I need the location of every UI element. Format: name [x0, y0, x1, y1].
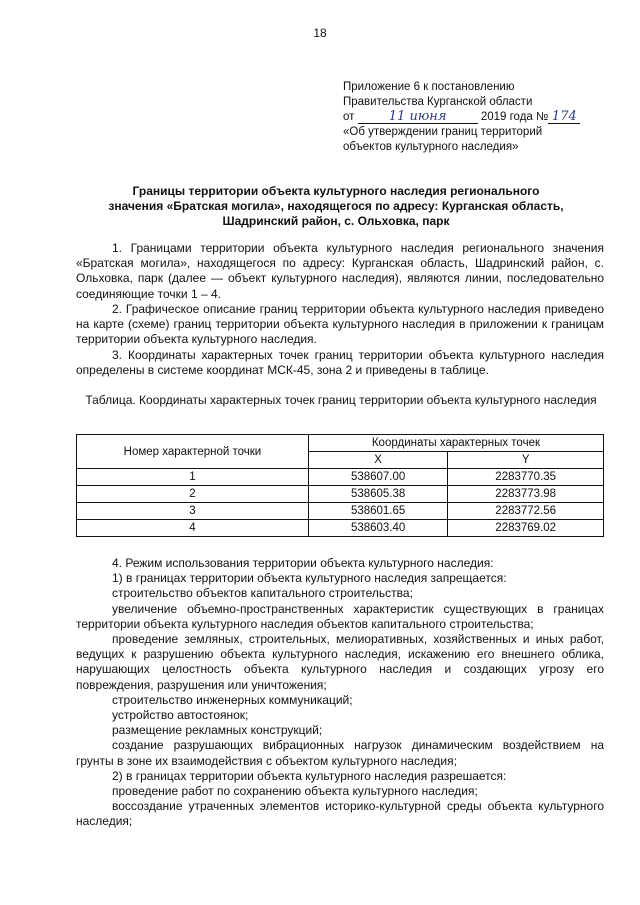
handwritten-number: 174 — [548, 111, 580, 124]
cell-y: 2283772.56 — [448, 503, 604, 520]
cell-point: 3 — [77, 503, 309, 520]
title-line-2: значения «Братская могила», находящегося по адресу: Курганская область, — [108, 199, 564, 213]
cell-y: 2283769.02 — [448, 520, 604, 537]
appendix-line-5: объектов культурного наследия» — [343, 141, 519, 153]
date-prefix: от — [343, 111, 355, 123]
table-row — [77, 520, 604, 537]
header-x: X — [308, 452, 448, 469]
list-item: проведение земляных, строительных, мелиоративных, хозяйственных и иных работ, ведущих к разрушению объекта культурного наследия, искажению его внешнего облика, нарушающих целостность объекта культурного наследия и создающих угрозу его повреждения, разрушения или уничтожения; — [76, 632, 604, 692]
appendix-line-4: «Об утверждении границ территорий — [343, 126, 543, 138]
cell-point: 4 — [77, 520, 309, 537]
appendix-line-1: Приложение 6 к постановлению — [343, 81, 515, 93]
paragraph-2: 2. Графическое описание границ территории объекта культурного наследия приведено на карте (схеме) границ территории объекта культурного наследия в приложении к границам территории объекта культурного наследия. — [76, 302, 604, 347]
header-coordinates: Координаты характерных точек — [308, 435, 603, 452]
document-title — [76, 184, 596, 229]
allowed-heading: 2) в границах территории объекта культурного наследия разрешается: — [112, 768, 507, 783]
cell-x: 538607.00 — [308, 469, 448, 486]
cell-point: 1 — [77, 469, 309, 486]
cell-x: 538605.38 — [308, 486, 448, 503]
paragraph-1: 1. Границами территории объекта культурного наследия регионального значения «Братская могила», находящегося по адресу: Курганская область, Шадринский район, с. Ольховка, парк (далее — объект культурного наследия), являются линии, последовательно соединяющие точки 1 – 4. — [76, 241, 604, 301]
title-line-3: Шадринский район, с. Ольховка, парк — [222, 214, 450, 228]
regime-heading: 4. Режим использования территории объекта культурного наследия: — [112, 556, 494, 570]
appendix-header — [343, 80, 603, 155]
cell-point: 2 — [77, 486, 309, 503]
table-caption: Таблица. Координаты характерных точек границ территории объекта культурного наследия — [85, 393, 597, 407]
date-year: 2019 года № — [480, 111, 549, 123]
list-item: размещение рекламных конструкций; — [112, 723, 323, 738]
coordinates-table — [76, 434, 604, 537]
forbidden-heading: 1) в границах территории объекта культурного наследия запрещается: — [112, 571, 507, 586]
table-row — [77, 486, 604, 503]
list-item: проведение работ по сохранению объекта культурного наследия; — [112, 784, 478, 799]
appendix-line-2: Правительства Курганской области — [343, 96, 533, 108]
list-item: создание разрушающих вибрационных нагрузок динамическим воздействием на грунты в зоне их взаимодействия с объектом культурного наследия; — [76, 738, 604, 768]
cell-x: 538601.65 — [308, 503, 448, 520]
list-item: воссоздание утраченных элементов историко-культурной среды объекта культурного наследия; — [76, 799, 604, 829]
regime-section — [76, 556, 604, 830]
list-item: строительство объектов капитального строительства; — [112, 586, 413, 601]
cell-y: 2283773.98 — [448, 486, 604, 503]
page-number: 18 — [313, 26, 327, 40]
header-y: Y — [448, 452, 604, 469]
table-row — [77, 503, 604, 520]
cell-x: 538603.40 — [308, 520, 448, 537]
handwritten-date: 11 июня — [358, 111, 478, 124]
appendix-date-line — [343, 110, 603, 125]
list-item: строительство инженерных коммуникаций; — [112, 692, 353, 707]
paragraph-3: 3. Координаты характерных точек границ территории объекта культурного наследия определены в системе координат МСК-45, зона 2 и приведены в таблице. — [76, 348, 604, 378]
title-line-1: Границы территории объекта культурного наследия регионального — [132, 184, 540, 198]
header-point-number: Номер характерной точки — [77, 435, 309, 469]
list-item: устройство автостоянок; — [112, 708, 249, 723]
list-item: увеличение объемно-пространственных характеристик существующих в границах территории объекта культурного наследия объектов капитального строительства; — [76, 601, 604, 631]
cell-y: 2283770.35 — [448, 469, 604, 486]
table-row — [77, 469, 604, 486]
